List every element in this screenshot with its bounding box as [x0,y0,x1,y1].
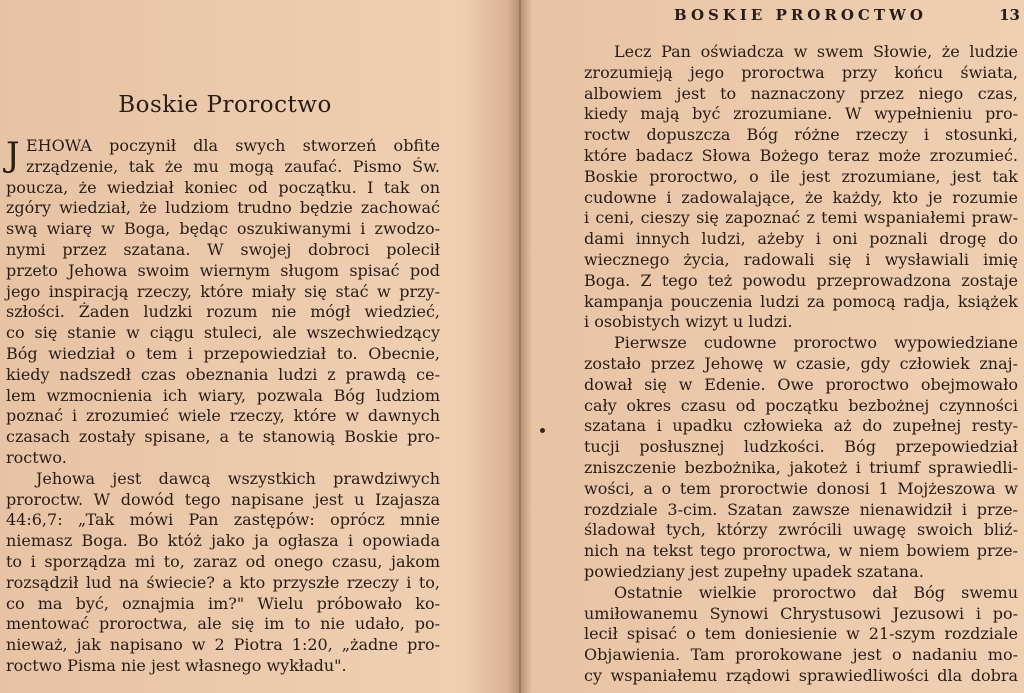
text-line: roctwo. [6,447,67,467]
text-line: rozdziale 3-cim. Szatan zawsze nienawidził i prze- [584,499,1018,519]
text-line: zrozumieją jego proroctwa przy końcu świata, [584,62,1018,82]
text-line: Bóg wiedział o tem i przepowiedział to. Obecnie, [6,343,440,363]
text-line: mentować proroctwa, ale się im to nie udało, po- [6,614,440,634]
text-line: albowiem jest to naznaczony przez niego czas, [584,83,1018,103]
text-line: cały okres czasu od początku bezbożnej czynności [584,395,1018,415]
text-line: umiłowanemu Synowi Chrystusowi Jezusowi i po- [584,603,1018,623]
text-line: cudowne i zadowalające, że każdy, kto je rozumie [584,187,1018,207]
text-line: Pierwsze cudowne proroctwo wypowiedziane [614,333,1018,353]
text-line: niemasz Boga. Bo któż jako ja ogłasza i opowiada [6,531,440,551]
drop-cap: J [6,135,20,175]
running-head [518,4,1024,26]
text-line: jego inspiracją rzeczy, które miały się stać w przy- [6,281,440,301]
text-line: poucza, że wiedział koniec od początku. I tak on [6,177,440,197]
text-line: szatana i upadku człowieka aż do zupełnej resty- [584,416,1018,436]
text-line: Boskie proroctwo, o ile jest zrozumiane, jest tak [584,166,1018,186]
text-line: powiedziany jest zupełny upadek szatana. [584,561,924,581]
text-line: wości, a o tem proroctwie donosi 1 Mojżeszowa w [584,478,1018,498]
text-line: przeto Jehowa swoim wiernym sługom spisać pod [6,260,440,280]
ink-blot [540,428,545,433]
text-line: Ostatnie wielkie proroctwo dał Bóg swemu [614,582,1018,602]
text-line: co ma być, oznajmia im?" Wielu próbowało ko- [6,593,440,613]
text-line: 44:6,7: „Tak mówi Pan zastępów: oprócz mnie [6,510,440,530]
text-line: i ceni, cieszy się zapoznać z temi wspaniałemi praw- [584,208,1018,228]
text-line: szłości. Żaden ludzki rozum nie mógł wiedzieć, [6,302,440,322]
text-line: które badacz Słowa Bożego teraz może zrozumieć. [584,145,1018,165]
text-line: poznać i zrozumieć wiele rzeczy, które w dawnych [6,406,440,426]
text-line: śladował tych, którzy zwrócili uwagę swoich bliź- [584,520,1018,540]
text-line: to i sporządza mi to, zaraz od onego czasu, jakom [6,551,440,571]
text-line: czasach zostały spisane, a te stanowią Boskie pro- [6,427,440,447]
right-page [518,0,1024,693]
text-line: zniszczenie bezbożnika, jakoteż i triumf sprawiedli- [584,457,1018,477]
text-line: swą wiarę w Boga, będąc oszukiwanymi i zwodzo- [6,219,440,239]
text-line: wiecznego życia, radowali się i wysławiali imię [584,249,1018,269]
text-line: roctwo Pisma nie jest własnego wykładu". [6,655,347,675]
text-line: kiedy nadszedł czas obeznania ludzi z prawdą ce- [6,364,440,384]
text-line: Lecz Pan oświadcza w swem Słowie, że ludzie [614,42,1018,61]
text-line: kiedy mają być zrozumiane. W wypełnieniu pro- [584,104,1018,124]
text-line: tucji posłusznej ludzkości. Bóg przepowiedział [584,437,1018,457]
text-line: proroctw. W dowód tego napisane jest u Izajasza [6,489,440,509]
running-title: BOSKIE PROROCTWO [674,6,927,24]
left-text-block [6,136,440,677]
text-line: Boga. Z tego też powodu przeprowadzona zostaje [584,270,1018,290]
text-line: kampanja pouczenia ludzi za pomocą radja, książek [584,291,1018,311]
text-line: EHOWA poczynił dla swych stworzeń obfite [26,136,440,155]
text-line: zgóry wiedział, że ludziom trudno będzie zachować [6,198,440,218]
text-line: zostało przez Jehowę w czasie, gdy człowiek znaj- [584,353,1018,373]
text-line: nymi przez szatana. W swojej dobroci polecił [6,239,440,259]
text-line: nieważ, jak napisano w 2 Piotra 1:20, „żadne pro- [6,635,440,655]
text-line: rozsądził lud na świecie? a kto przyszłe rzeczy i to, [6,572,440,592]
text-line: Objawienia. Tam prorokowane jest o nadaniu mo- [584,645,1018,665]
text-line: dami innych ludzi, ażeby i oni poznali drogę do [584,229,1018,249]
text-line: Jehowa jest dawcą wszystkich prawdziwych [36,468,440,488]
text-line: dował się w Edenie. Owe proroctwo obejmowało [584,374,1018,394]
chapter-title: Boskie Proroctwo [118,92,332,118]
right-text-block [584,42,1018,687]
text-line: cy wspaniałemu rządowi sprawiedliwości dla dobra [584,665,1018,685]
text-line: co się stanie w ciągu stuleci, ale wszechwiedzący [6,323,440,343]
text-line: nich na tekst tego proroctwa, w niem bowiem prze- [584,541,1018,561]
text-line: lecił spisać o tem doniesienie w 21-szym rozdziale [584,624,1018,644]
text-line: lem wzmocnienia ich wiary, pozwala Bóg ludziom [6,385,440,405]
page-number: 13 [999,6,1020,24]
text-line: i osobistych wizyt u ludzi. [584,312,793,332]
text-line: roctw dopuszcza Bóg różne rzeczy i stosunki, [584,125,1018,145]
text-line: zrządzenie, tak że mu mogą zaufać. Pismo Św. [26,156,440,176]
